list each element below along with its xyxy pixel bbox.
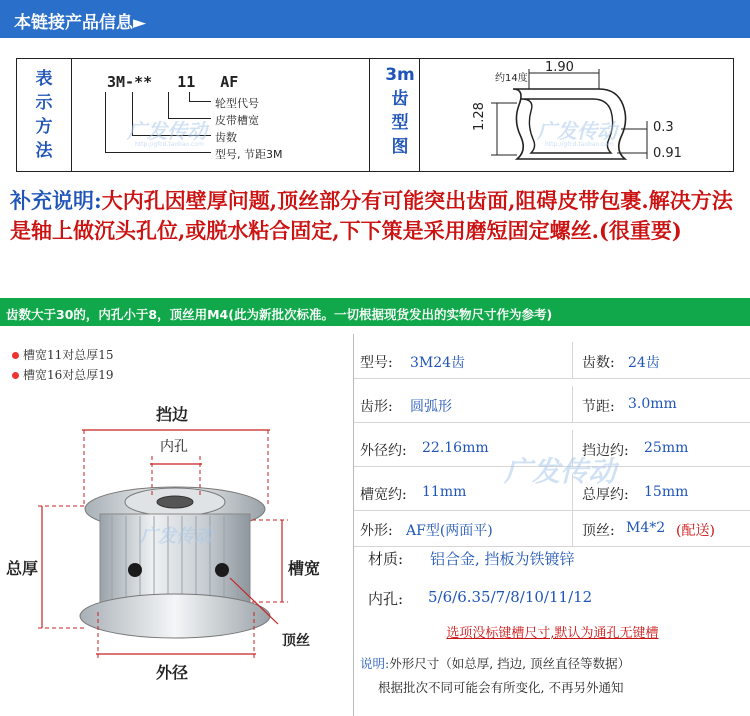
- groove-note: 槽宽11对总厚15: [12, 346, 114, 363]
- setscrew-icon: [128, 563, 142, 577]
- spec-label: 外径约:: [360, 443, 407, 459]
- watermark-brand: 广发传动: [127, 119, 207, 143]
- spec-value-pitch: 3.0mm: [628, 396, 677, 412]
- spec-label: 外形:: [360, 523, 393, 539]
- dim-height: 1.28: [472, 102, 487, 131]
- banner-text: 齿数大于30的，内孔小于8，顶丝用M4(此为新批次标准。一切根据现货发出的实物尺寸作为参考): [6, 307, 553, 322]
- standard-banner: [0, 298, 750, 326]
- legend-teeth: 齿数: [215, 131, 237, 144]
- divider: [419, 59, 420, 171]
- spec-value-screw: M4*2: [626, 520, 666, 536]
- spec-value-flange: 25mm: [644, 440, 689, 456]
- spec-value-groove: 11mm: [422, 484, 467, 500]
- notation-box: [16, 58, 734, 172]
- divider: [369, 59, 370, 171]
- title-char: 3m: [385, 65, 415, 85]
- code-part-model: 3M-**: [107, 73, 153, 91]
- spec-label: 顶丝:: [582, 523, 615, 539]
- watermark-url: http://gfcd.taobao.com: [545, 141, 614, 148]
- legend-width: 皮带槽宽: [215, 114, 259, 127]
- watermark-brand: 广发传动: [140, 526, 212, 547]
- spec-label: 节距:: [582, 399, 615, 415]
- dim-d1: 0.3: [653, 120, 674, 135]
- title-char: 表: [35, 69, 53, 89]
- title-char: 方: [35, 117, 53, 137]
- keyway-note: 选项没标键槽尺寸,默认为通孔无键槽: [446, 626, 659, 641]
- spec-label: 型号:: [360, 355, 393, 371]
- title-char: 法: [35, 141, 53, 161]
- spec-value-total: 15mm: [644, 484, 689, 500]
- dim-angle: 约14度: [495, 73, 528, 84]
- watermark-brand: 广发传动: [537, 119, 617, 143]
- header-title: 本链接产品信息►: [14, 13, 147, 33]
- spec-value-model: 3M24齿: [410, 355, 466, 371]
- spec-label: 槽宽约:: [360, 487, 407, 503]
- product-image-panel: [0, 334, 352, 716]
- watermark-url: http://gfcd.taobao.com: [135, 141, 204, 148]
- dim-top-width: 1.90: [545, 60, 574, 75]
- dim-d2: 0.91: [653, 146, 682, 161]
- spec-value-profile: 圆弧形: [410, 399, 452, 415]
- spec-label: 材质:: [368, 550, 404, 568]
- code-row: [107, 73, 254, 91]
- spec-value-screw-note: (配送): [676, 523, 715, 539]
- spec-value-bore: 5/6/6.35/7/8/10/11/12: [428, 588, 593, 606]
- label-total: 总厚: [6, 559, 39, 578]
- divider: [71, 59, 72, 171]
- spec-value-teeth: 24齿: [628, 355, 660, 371]
- legend-type: 轮型代号: [215, 97, 259, 110]
- spec-row: [354, 342, 750, 379]
- spec-row: [354, 538, 750, 578]
- explain-text: 外形尺寸（如总厚, 挡边, 顶丝直径等数据）: [389, 656, 631, 671]
- spec-label: 齿形:: [360, 399, 393, 415]
- code-part-type: AF: [220, 73, 239, 91]
- spec-value-shape: AF型(两面平): [406, 523, 493, 539]
- spec-label: 总厚约:: [582, 487, 629, 503]
- spec-label: 齿数:: [582, 355, 615, 371]
- label-bore: 内孔: [160, 439, 188, 455]
- label-flange: 挡边: [156, 405, 189, 424]
- supplement-text: 大内孔因壁厚问题,顶丝部分有可能突出齿面,阻碍皮带包裹.解决方法是轴上做沉头孔位,或脱水粘合固定,下下策是采用磨短固定螺丝.(很重要): [10, 188, 733, 243]
- spec-value-od: 22.16mm: [422, 440, 489, 456]
- title-char: 齿: [391, 89, 409, 109]
- label-groove: 槽宽: [288, 559, 321, 578]
- spec-label: 内孔:: [368, 590, 404, 608]
- setscrew-icon: [215, 563, 229, 577]
- code-part-width: 11: [177, 73, 196, 91]
- notation-left-title: [27, 67, 61, 163]
- title-char: 型: [391, 113, 409, 133]
- supplement-note: [10, 186, 740, 246]
- spec-panel: [353, 334, 750, 716]
- spec-row: [354, 386, 750, 423]
- spec-value-material: 铝合金, 挡板为铁镀锌: [430, 550, 575, 568]
- label-od: 外径: [156, 663, 189, 682]
- supplement-lead: 补充说明:: [10, 188, 102, 213]
- title-char: 图: [391, 137, 409, 157]
- legend-model: 型号, 节距3M: [215, 148, 283, 161]
- label-setscrew: 顶丝: [282, 633, 310, 649]
- spec-label: 挡边约:: [582, 443, 629, 459]
- explain-line: [360, 654, 630, 672]
- explain-text: 根据批次不同可能会有所变化, 不再另外通知: [378, 680, 624, 695]
- header-bar: [0, 0, 750, 38]
- groove-note: 槽宽16对总厚19: [12, 366, 114, 383]
- spec-row: [354, 578, 750, 618]
- explain-label: 说明:: [360, 656, 390, 671]
- notation-right-title: [383, 63, 417, 159]
- title-char: 示: [35, 93, 53, 113]
- watermark-brand: 广发传动: [504, 455, 617, 488]
